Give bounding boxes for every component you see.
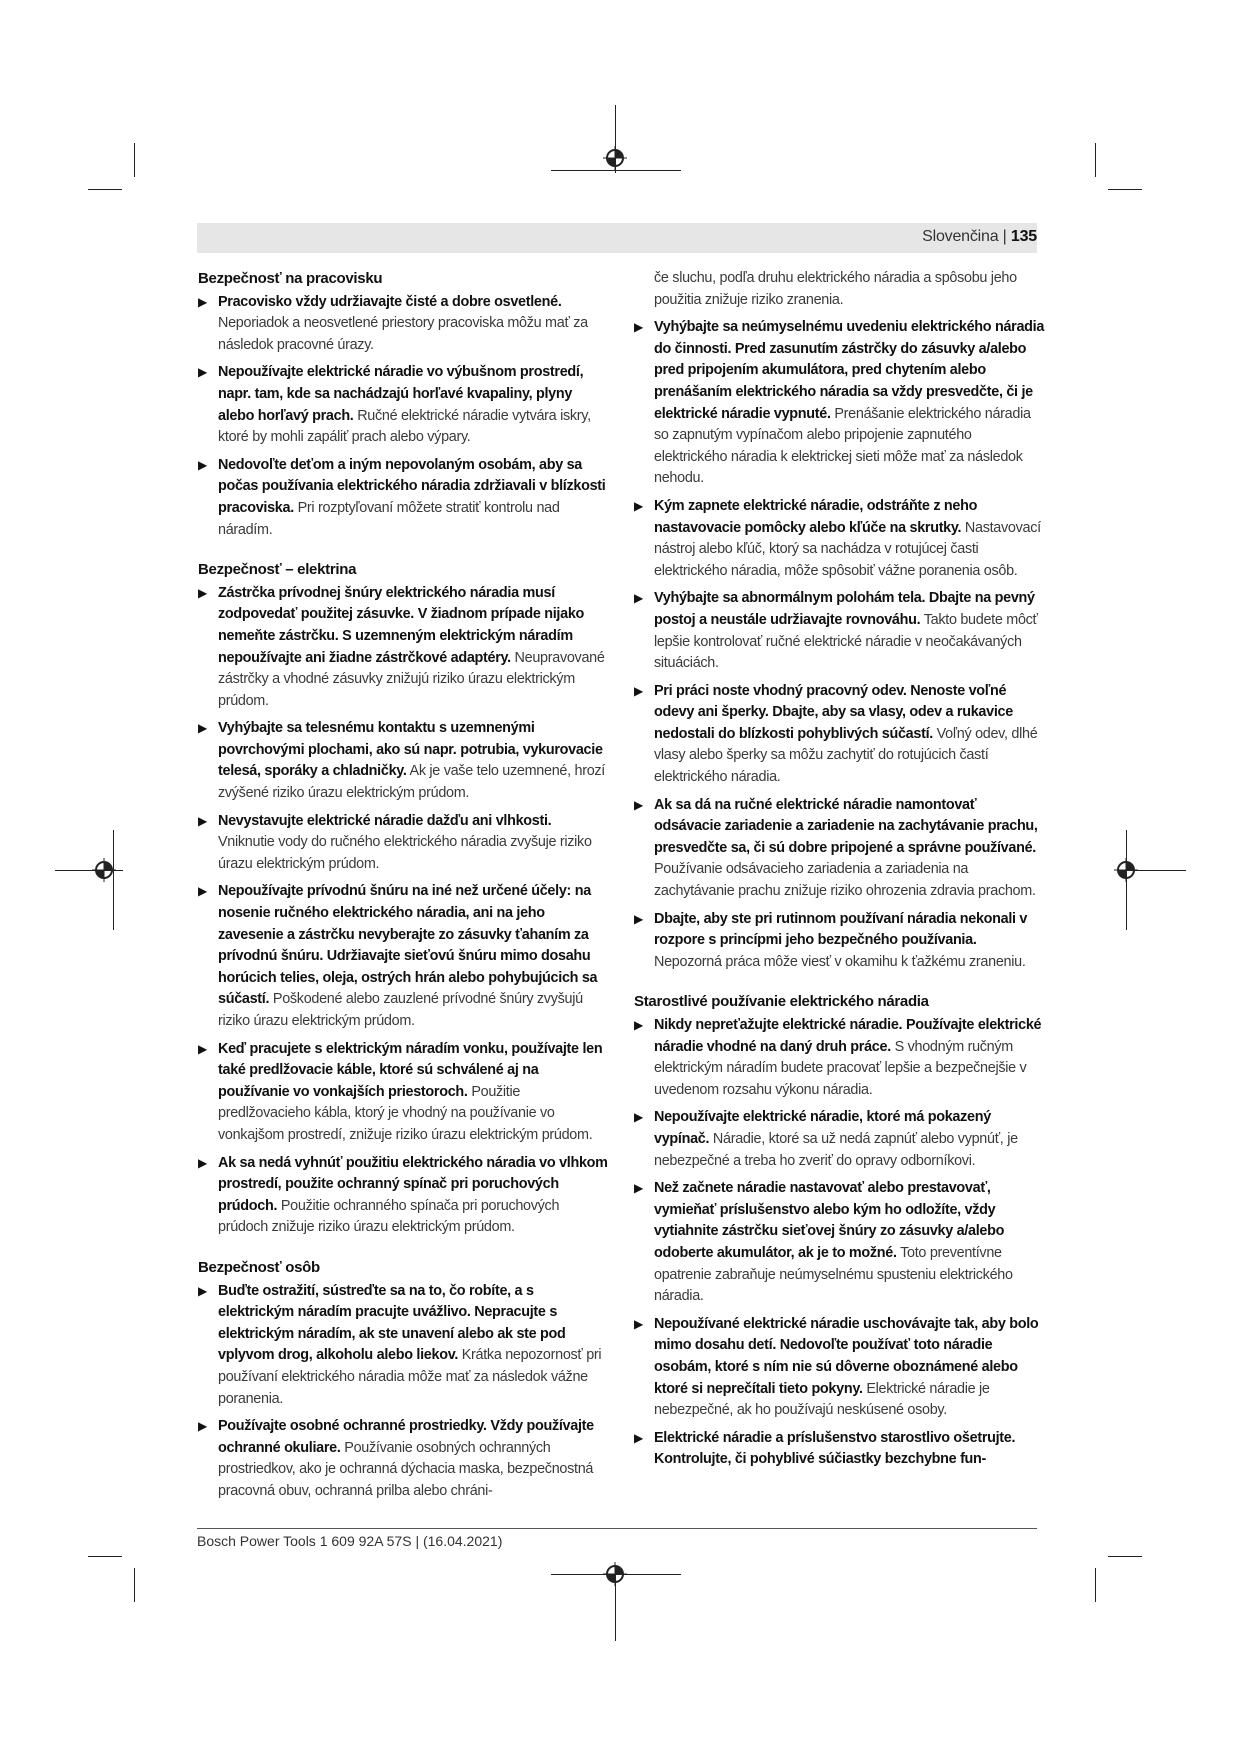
item-text: Voľný odev, dlhé vlasy alebo šperky sa môžu zachytiť do rotujúcich častí elektrického náradia. [654,725,1038,786]
list-item [198,292,610,357]
triangle-bullet-icon: ▶ [198,1419,207,1434]
item-bold-text: Používajte osobné ochranné prostriedky. Vždy používajte ochranné okuliare. [218,1418,594,1456]
triangle-bullet-icon: ▶ [634,320,643,335]
item-text: Poškodené alebo zauzlené prívodné šnúry zvyšujú riziko úrazu elektrickým prúdom. [218,991,583,1029]
triangle-bullet-icon: ▶ [634,911,643,926]
item-bold-text: Nikdy nepreťažujte elektrické náradie. Používajte elektrické náradie vhodné na daný druh práce. [654,1017,1042,1055]
header-band [197,223,1037,253]
triangle-bullet-icon: ▶ [198,585,207,600]
triangle-bullet-icon: ▶ [634,1430,643,1445]
list-item [634,795,1046,903]
triangle-bullet-icon: ▶ [198,1155,207,1170]
item-text: Takto budete môcť lepšie kontrolovať ručné elektrické náradie v neočakávaných situáciách. [654,611,1038,672]
item-text: Toto preventívne opatrenie zabraňuje neúmyselnému spusteniu elektrického náradia. [654,1244,1013,1305]
footer-rule [197,1528,1037,1529]
list-item [634,1107,1046,1172]
list-item [634,681,1046,789]
list-item [634,1015,1046,1101]
triangle-bullet-icon: ▶ [198,813,207,828]
section-heading: Bezpečnosť na pracovisku [198,270,383,287]
triangle-bullet-icon: ▶ [198,721,207,736]
item-bold-text: Vyhýbajte sa abnormálnym polohám tela. Dbajte na pevný postoj a neustále udržiavajte rovnováhu. [654,590,1035,628]
list-item [198,1281,610,1411]
page-number: 135 [1010,228,1037,245]
section-heading: Bezpečnosť – elektrina [198,561,357,579]
list-item [634,1178,1046,1308]
item-text: Používanie osobných ochranných prostriedkov, ako je ochranná dýchacia maska, bezpečnostná pracovná obuv, ochranná prilba alebo chráni- [218,1439,594,1499]
item-bold-text: Pri práci noste vhodný pracovný odev. Nenoste voľné odevy ani šperky. Dbajte, aby sa vlasy, odev a rukavice nedostali do blízkosti pohyblivých súčastí. [654,682,1013,742]
crop-mark [134,143,135,177]
item-text: Ak je vaše telo uzemnené, hrozí zvýšené riziko úrazu elektrickým prúdom. [218,763,605,802]
triangle-bullet-icon: ▶ [634,683,643,698]
item-bold-text: Nepoužívané elektrické náradie uschovávajte tak, aby bolo mimo dosahu detí. Nedovoľte používať toto náradie osobám, ktoré s ním nie sú dôverne oboznámené alebo ktoré si neprečítali tieto pokyny. [654,1315,1039,1397]
crop-mark [551,170,681,171]
crop-mark [88,1556,122,1557]
item-text: Použitie ochranného spínača pri poruchových prúdoch znižuje riziko úrazu elektrickým prúdom. [218,1197,560,1236]
item-text: Pri rozptyľovaní môžete stratiť kontrolu nad náradím. [218,499,560,538]
list-item [198,811,610,876]
list-item [634,909,1046,974]
item-text: Použitie predlžovacieho kábla, ktorý je vhodný na používanie vo vonkajšom prostredí, znižuje riziko úrazu elektrickým prúdom. [218,1083,593,1143]
continued-text: če sluchu, podľa druhu elektrického náradia a spôsobu jeho použitia znižuje riziko zranenia. [654,270,1017,308]
crop-mark [134,1568,135,1602]
item-bold-text: Keď pracujete s elektrickým náradím vonku, používajte len také predlžovacie káble, ktoré sú schválené aj na používanie vo vonkajších priestoroch. [218,1040,603,1100]
triangle-bullet-icon: ▶ [198,365,207,380]
item-text: Neupravované zástrčky a vhodné zásuvky znižujú riziko úrazu elektrickým prúdom. [218,649,605,709]
list-item [634,1428,1046,1471]
registration-target-icon [92,858,116,882]
triangle-bullet-icon: ▶ [634,498,643,513]
left-column [198,268,610,1508]
list-item [198,455,610,541]
item-text: Neporiadok a neosvetlené priestory pracoviska môžu mať za následok pracovné úrazy. [218,315,588,353]
page-footer: Bosch Power Tools 1 609 92A 57S | (16.04.2021) [197,1533,503,1549]
list-item [198,1039,610,1147]
item-bold-text: Než začnete náradie nastavovať alebo prestavovať, vymieňať príslušenstvo alebo kým ho odložíte, vždy vytiahnite zástrčku sieťovej šnúry zo zásuvky a/alebo odoberte akumulátor, ak je to možné. [654,1180,1005,1261]
triangle-bullet-icon: ▶ [198,884,207,899]
list-item [198,718,610,804]
section-heading: Starostlivé používanie elektrického náradia [634,993,929,1011]
item-bold-text: Zástrčka prívodnej šnúry elektrického náradia musí zodpovedať použitej zásuvke. V žiadnom prípade nijako nemeňte zástrčku. S uzemneným elektrickým náradím nepoužívajte ani žiadne zástrčkové adaptéry. [218,584,585,666]
triangle-bullet-icon: ▶ [634,591,643,606]
list-item [198,1153,610,1239]
item-bold-text: Kým zapnete elektrické náradie, odstráňte z neho nastavovacie pomôcky alebo kľúče na skrutky. [654,497,978,536]
item-text: Elektrické náradie je nebezpečné, ak ho používajú neskúsené osoby. [654,1380,990,1419]
list-item [198,1416,610,1502]
item-bold-text: Ak sa nedá vyhnúť použitiu elektrického náradia vo vlhkom prostredí, použite ochranný spínač pri poruchových prúdoch. [218,1154,608,1214]
registration-target-icon [603,1562,627,1586]
crop-mark [1108,189,1142,190]
triangle-bullet-icon: ▶ [634,1181,643,1196]
page-header [922,228,1037,246]
item-text: Vniknutie vody do ručného elektrického náradia zvyšuje riziko úrazu elektrickým prúdom. [218,834,592,872]
registration-target-icon [1114,858,1138,882]
triangle-bullet-icon: ▶ [198,294,207,309]
item-bold-text: Elektrické náradie a príslušenstvo starostlivo ošetrujte. Kontrolujte, či pohyblivé súčiastky bezchybne fun- [654,1429,1016,1468]
item-text: Krátka nepozornosť pri používaní elektrického náradia môže mať za následok vážne poranenia. [218,1347,602,1407]
triangle-bullet-icon: ▶ [634,1316,643,1331]
item-bold-text: Dbajte, aby ste pri rutinnom používaní náradia nekonali v rozpore s princípmi jeho bezpečného používania. [654,910,1028,949]
crop-mark [1095,1568,1096,1602]
triangle-bullet-icon: ▶ [198,1283,207,1298]
item-text: Používanie odsávacieho zariadenia a zariadenia na zachytávanie prachu znižuje riziko ohrozenia zdravia prachom. [654,861,1036,900]
triangle-bullet-icon: ▶ [634,797,643,812]
header-language: Slovenčina [922,228,999,245]
crop-mark [1108,1556,1142,1557]
triangle-bullet-icon: ▶ [198,457,207,472]
right-column [634,268,1046,1477]
list-item [198,881,610,1032]
list-item [198,362,610,448]
list-item [634,1314,1046,1422]
item-bold-text: Nevystavujte elektrické náradie dažďu ani vlhkosti. [218,812,552,829]
item-bold-text: Nedovoľte deťom a iným nepovolaným osobám, aby sa počas používania elektrického náradia zdržiavali v blízkosti pracoviska. [218,456,606,516]
item-text: Nepozorná práca môže viesť v okamihu k ťažkému zraneniu. [654,953,1026,970]
item-text: S vhodným ručným elektrickým náradím budete pracovať lepšie a bezpečnejšie v uvedenom rozsahu výkonu náradia. [654,1038,1027,1098]
item-text: Nastavovací nástroj alebo kľúč, ktorý sa nachádza v rotujúcej časti elektrického náradia, môže spôsobiť vážne poranenia osôb. [654,519,1041,579]
header-separator: | [1002,228,1007,245]
item-bold-text: Vyhýbajte sa telesnému kontaktu s uzemnenými povrchovými plochami, ako sú napr. potrubia, vykurovacie telesá, sporáky a chladničky. [218,720,603,780]
item-bold-text: Ak sa dá na ručné elektrické náradie namontovať odsávacie zariadenie a zariadenie na zachytávanie prachu, presvedčte sa, či sú dobre pripojené a správne používané. [654,796,1038,856]
section-heading: Bezpečnosť osôb [198,1258,320,1276]
list-item [634,588,1046,674]
item-bold-text: Pracovisko vždy udržiavajte čisté a dobre osvetlené. [218,293,562,310]
item-bold-text: Nepoužívajte elektrické náradie, ktoré má pokazený vypínač. [654,1109,991,1147]
item-text: Náradie, ktoré sa už nedá zapnúť alebo vypnúť, je nebezpečné a treba ho zveriť do opravy odborníkovi. [654,1130,1018,1169]
item-text: Ručné elektrické náradie vytvára iskry, ktoré by mohli zapáliť prach alebo výpary. [218,407,591,446]
item-bold-text: Buďte ostražití, sústreďte sa na to, čo robíte, a s elektrickým náradím pracujte uvážlivo. Nepracujte s elektrickým náradím, ak ste unavení alebo ak ste pod vplyvom drog, alkoholu alebo liekov. [218,1282,566,1364]
item-text: Prenášanie elektrického náradia so zapnutým vypínačom alebo pripojenie zapnutého elektrického náradia k elektrickej sieti môže mať za následok nehodu. [654,405,1031,487]
triangle-bullet-icon: ▶ [198,1041,207,1056]
registration-target-icon [603,146,627,170]
list-item [634,317,1046,490]
list-item [198,583,610,713]
item-bold-text: Vyhýbajte sa neúmyselnému uvedeniu elektrického náradia do činnosti. Pred zasunutím zástrčky do zásuvky a/alebo pred pripojením akumulátora, pred chytením alebo prenášaním elektrického náradia sa vždy presvedčte, či je elektrické náradie vypnuté. [654,319,1045,422]
item-bold-text: Nepoužívajte elektrické náradie vo výbušnom prostredí, napr. tam, kde sa nachádzajú horľavé kvapaliny, plyny alebo horľavý prach. [218,364,584,424]
crop-mark [88,189,122,190]
triangle-bullet-icon: ▶ [634,1018,643,1032]
triangle-bullet-icon: ▶ [634,1110,643,1125]
item-bold-text: Nepoužívajte prívodnú šnúru na iné než určené účely: na nosenie ručného elektrického náradia, ani na jeho zavesenie a zástrčku nevyberajte zo zásuvky ťahaním za prívodnú šnúru. Udržiavajte sieťovú šnúru mimo dosahu horúcich telies, oleja, ostrých hrán alebo pohybujúcich sa súčastí. [218,883,598,1008]
list-item [634,496,1046,582]
crop-mark [1095,143,1096,177]
